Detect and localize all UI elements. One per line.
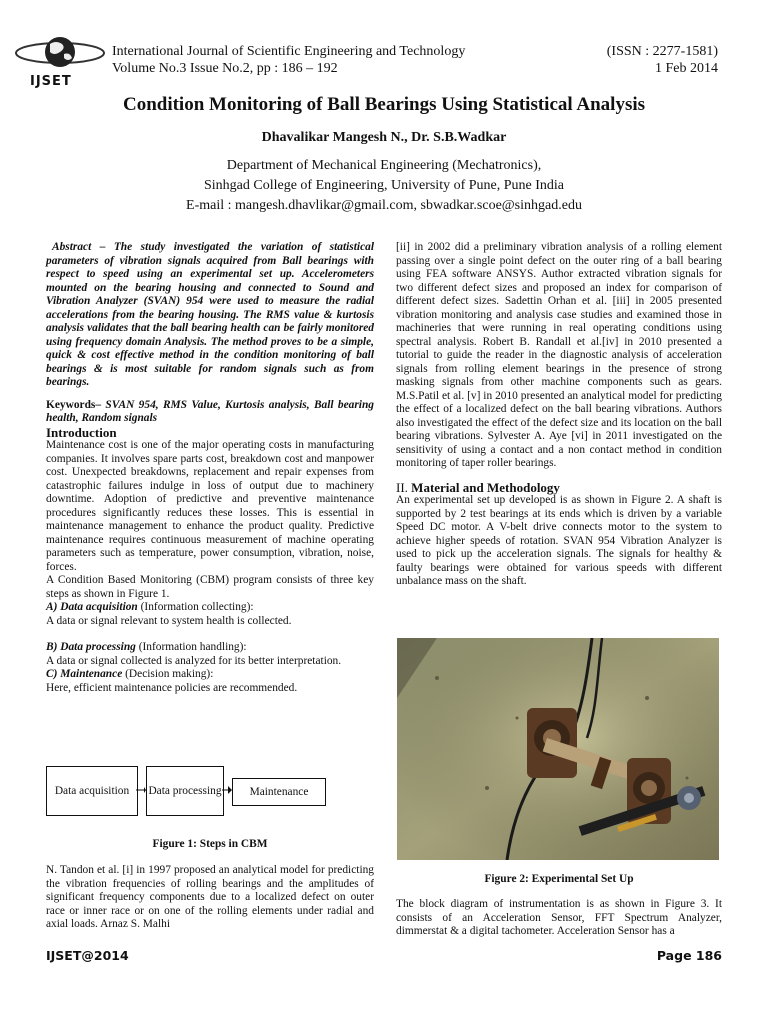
- footer-journal: IJSET@2014: [46, 948, 129, 963]
- affiliation-department: Department of Mechanical Engineering (Mechatronics),: [226, 158, 542, 173]
- step-c-heading: [46, 668, 374, 682]
- flow-arrowhead-1: [144, 787, 146, 793]
- right-column: [396, 241, 722, 589]
- section-2-title: Material and Methodology: [411, 479, 560, 495]
- abstract: Abstract – The study investigated the variation of statistical parameters of vibration signals acquired from Ball bearings with respect to speed using an experimental set up. Accelerometers mounted on the bearing housing and connected to Sound and Vibration Analyzer (SVAN) 954 were used to measure the radial accelerations from the bearing housing. The RMS value & kurtosis analysis validates that the ball bearing health can be fairly monitored using frequency domain Analysis. The method proves to be a simple, quick & cost effective method in the condition monitoring of ball bearings & is most suitable for random signals such as from bearings.: [46, 241, 374, 388]
- affiliation-college: Sinhgad College of Engineering, University of Pune, Pune India: [203, 178, 565, 193]
- intro-paragraph-2: A Condition Based Monitoring (CBM) program consists of three key steps as shown in Figure 1.: [46, 574, 374, 600]
- flow-box-label: Data acquisition: [54, 785, 130, 797]
- step-a-text: A data or signal relevant to system health is collected.: [46, 614, 292, 627]
- step-a-paren: (Information collecting):: [137, 601, 254, 613]
- flow-box-label: Data processing: [148, 785, 222, 797]
- step-c-paren: (Decision making):: [122, 668, 214, 680]
- step-b-label: B) Data processing: [46, 641, 136, 653]
- methodology-paragraph: An experimental set up developed is as shown in Figure 2. A shaft is supported by 2 test bearings at its ends which is driven by a variable Speed DC motor. A V-belt drive connects motor to the system to achieve higher speeds of rotation. SVAN 954 Vibration Analyzer is used to pick up the acceleration signals. The signals for healthy & faulty bearings were obtained for various speeds with different unbalance mass on the shaft.: [396, 494, 722, 587]
- journal-logo: [14, 34, 108, 90]
- step-a-heading: [46, 601, 374, 615]
- paper-title: Condition Monitoring of Ball Bearings Using Statistical Analysis: [122, 94, 646, 115]
- keywords: [46, 399, 374, 426]
- logo-text: IJSET: [30, 74, 72, 89]
- flow-arrows: [136, 784, 236, 796]
- journal-volume: Volume No.3 Issue No.2, pp : 186 – 192: [112, 61, 338, 76]
- literature-review: [ii] in 2002 did a preliminary vibration analysis of a rolling element passing over a single point defect on the outer ring of a ball bearing using FEA software ANSYS. Author extracted vibration signals for two different defect sizes and proposed an index for comparison of different defect sizes. Sadettin Orhan et al. [iii] in 2005 presented vibration monitoring and analysis case studies and examined those in machineries that were running in real operating conditions using spectral analysis. Robert B. Randall et al.[iv] in 2010 presented a tutorial to guide the reader in the diagnostic analysis of acceleration signals from rolling element bearings in the presence of strong masking signals from other machine components such as gears. M.S.Patil et al. [v] in 2010 presented an analytical model for predicting the effect of a localized defect on the ball bearing vibrations. Authors also investigated the effect of the defect size and its location on the ball bearing vibrations. Sylvester A. Aye [vi] in 2011 investigated on the sensitivity of using a contact and a non contact method in condition monitoring of taper roller bearings.: [396, 241, 722, 469]
- footer-page-number: Page 186: [656, 948, 722, 963]
- figure-1-caption: Figure 1: Steps in CBM: [152, 838, 268, 850]
- step-b-heading: [46, 641, 374, 655]
- keywords-text: SVAN 954, RMS Value, Kurtosis analysis, Ball bearing health, Random signals: [46, 398, 374, 424]
- flow-box-data-acquisition: [46, 766, 138, 816]
- step-c-text: Here, efficient maintenance policies are recommended.: [46, 681, 298, 694]
- left-column-bottom: [46, 864, 374, 932]
- flow-arrowhead-2: [228, 786, 232, 794]
- left-column: [46, 241, 374, 695]
- flow-box-maintenance: [232, 778, 326, 806]
- journal-issn: (ISSN : 2277-1581): [606, 44, 718, 59]
- affiliation: [0, 156, 768, 216]
- tandon-paragraph: N. Tandon et al. [i] in 1997 proposed an analytical model for predicting the vibration frequencies of rolling bearings and the amplitudes of significant frequency components due to a localized defect on outer race or inner race or on one of the rolling elements under radial and axial loads. Arnaz S. Malhi: [46, 864, 374, 930]
- section-2-number: II.: [396, 479, 412, 495]
- instrumentation-paragraph: The block diagram of instrumentation is as shown in Figure 3. It consists of an Acceleration Sensor, FFT Spectrum Analyzer, dimmerstat & a digital tachometer. Acceleration Sensor has a: [396, 898, 722, 937]
- step-b-paren: (Information handling):: [135, 641, 247, 653]
- intro-paragraph-1: Maintenance cost is one of the major operating costs in manufacturing companies. It involves spare parts cost, breakdown cost and manpower cost. Unexpected breakdowns, replacement and repair expenses from catastrophic failures indulge in loss of output due to machinery downtime. Adoption of predictive and preventive maintenance procedures significantly reduces these losses. This is essential in maintenance management to enhance the product quality. Predictive maintenance requires continuous measurement of machine operating parameters such as temperature, power consumption, vibration, noise, forces.: [46, 439, 374, 573]
- step-a-label: A) Data acquisition: [46, 601, 138, 613]
- keywords-label: Keywords–: [46, 398, 102, 411]
- step-b-text: A data or signal collected is analyzed for its better interpretation.: [46, 654, 342, 667]
- intro-heading: Introduction: [46, 424, 117, 440]
- section-2-heading: [396, 481, 722, 495]
- affiliation-email: E-mail : mangesh.dhavlikar@gmail.com, sbwadkar.scoe@sinhgad.edu: [186, 198, 582, 213]
- right-column-bottom: [396, 898, 722, 939]
- figure-2-caption: Figure 2: Experimental Set Up: [484, 873, 634, 885]
- journal-date: 1 Feb 2014: [655, 61, 718, 76]
- flow-box-label: Maintenance: [249, 786, 309, 798]
- experimental-setup-photo: [397, 638, 719, 860]
- step-c-label: C) Maintenance: [46, 668, 123, 680]
- journal-name: International Journal of Scientific Engineering and Technology: [112, 44, 466, 59]
- paper-authors: Dhavalikar Mangesh N., Dr. S.B.Wadkar: [261, 130, 507, 145]
